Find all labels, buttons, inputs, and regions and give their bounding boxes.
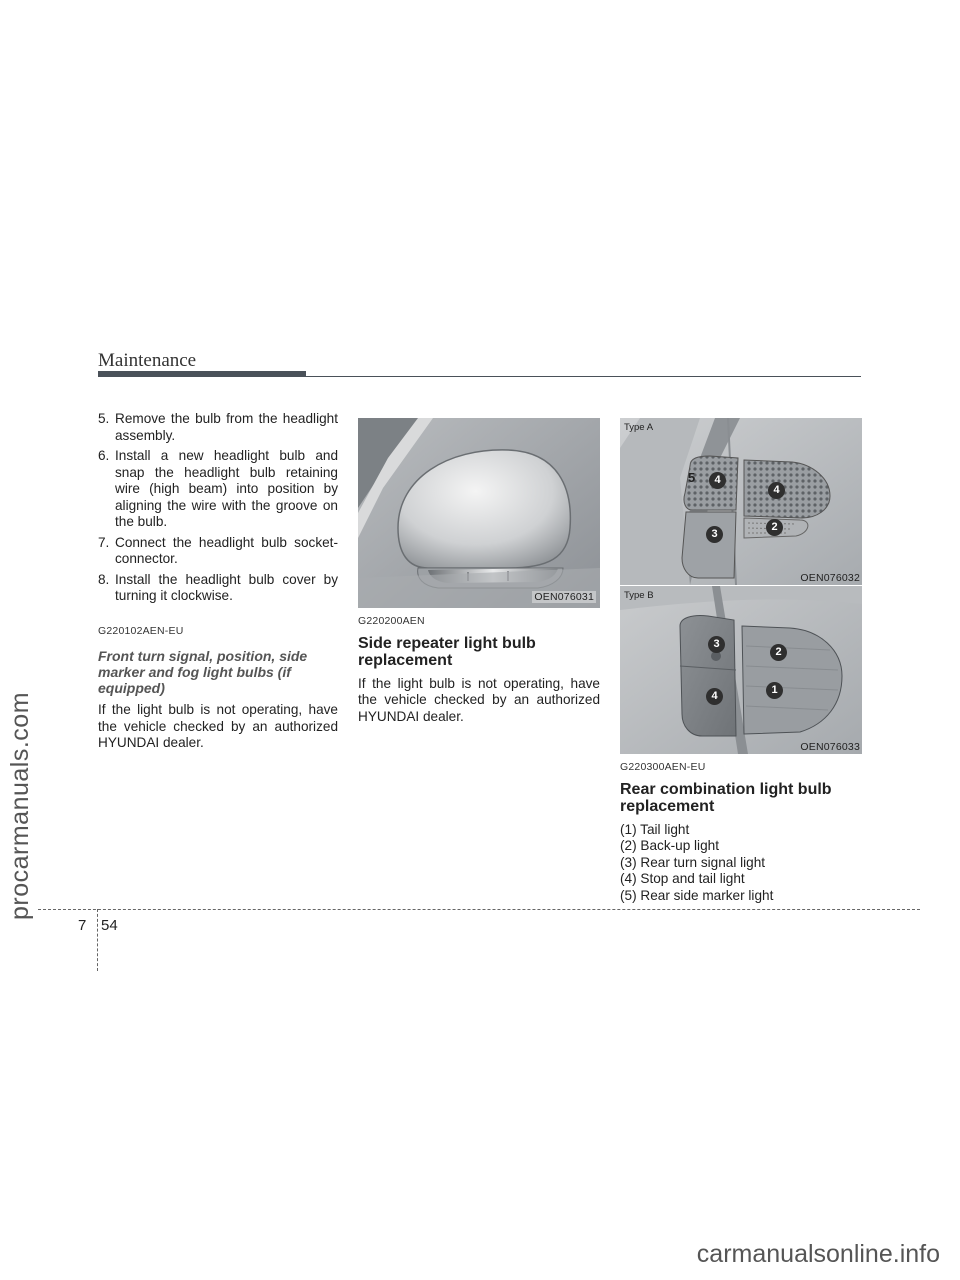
step-number: 7. [98,534,110,550]
section-heading: Side repeater light bulb replacement [358,634,536,669]
callout-number: 3 [706,526,723,543]
list-item: (2) Back-up light [620,838,719,853]
section-body: If the light bulb is not operating, have the vehicle checked by an authorized HYUNDAI dealer. [358,675,600,724]
callout-number: 4 [709,472,726,489]
section-heading: Rear combination light bulb replacement [620,780,832,815]
section-body: If the light bulb is not operating, have the vehicle checked by an authorized HYUNDAI dealer. [98,702,338,750]
step-8 [98,572,338,605]
step-number: 5. [98,411,110,426]
figure-code: OEN076032 [800,572,860,584]
step-text: Install a new headlight bulb and snap the headlight bulb retaining wire (high beam) into position by aligning the wire with the groove on the bulb. [115,448,338,529]
rear-light-type-b-illustration [620,586,862,754]
figure-code: OEN076033 [800,741,860,753]
rear-light-type-a-illustration [620,418,862,585]
section-code: G220102AEN-EU [98,624,184,637]
section-title: Maintenance [98,350,197,371]
section-code: G220300AEN-EU [620,761,706,773]
column-right [620,759,862,904]
side-mirror-illustration [358,418,600,608]
side-watermark-text: procarmanuals.com [6,691,34,920]
section-code: G220200AEN [358,615,425,627]
type-label: Type B [624,590,654,601]
step-6 [98,448,338,531]
step-text: Install the headlight bulb cover by turning it clockwise. [115,571,338,603]
callout-number: 2 [770,644,787,661]
callout-number: 4 [768,482,785,499]
section-subheading: Front turn signal, position, side marker and fog light bulbs (if equipped) [98,648,308,696]
chapter-number: 7 [78,917,87,934]
type-label: Type A [624,422,654,433]
step-text: Remove the bulb from the headlight assembly. [115,411,338,443]
step-7 [98,535,338,568]
callout-number: 3 [708,636,725,653]
list-item: (3) Rear turn signal light [620,854,766,870]
footer-divider [97,909,98,971]
callout-number: 5 [688,470,696,485]
list-item: (5) Rear side marker light [620,887,774,903]
list-item: (1) Tail light [620,821,690,837]
bottom-watermark: carmanualsonline.info [696,1240,940,1268]
step-number: 8. [98,571,110,587]
step-5 [98,411,338,444]
step-text: Connect the headlight bulb socket-connector. [115,534,338,566]
mirror-figure [358,418,600,608]
column-left [98,411,338,752]
footer-rule [38,909,920,910]
figure-code: OEN076031 [534,591,594,603]
callout-number: 4 [706,688,723,705]
page-number: 54 [101,917,118,934]
list-item: (4) Stop and tail light [620,871,745,886]
rear-light-type-a-figure [620,418,862,585]
rear-light-type-b-figure [620,586,862,754]
legend-list [620,822,862,905]
callout-number: 1 [766,682,783,699]
column-middle [358,613,600,725]
header-rule [98,376,861,377]
callout-number: 2 [766,519,783,536]
step-number: 6. [98,448,110,463]
